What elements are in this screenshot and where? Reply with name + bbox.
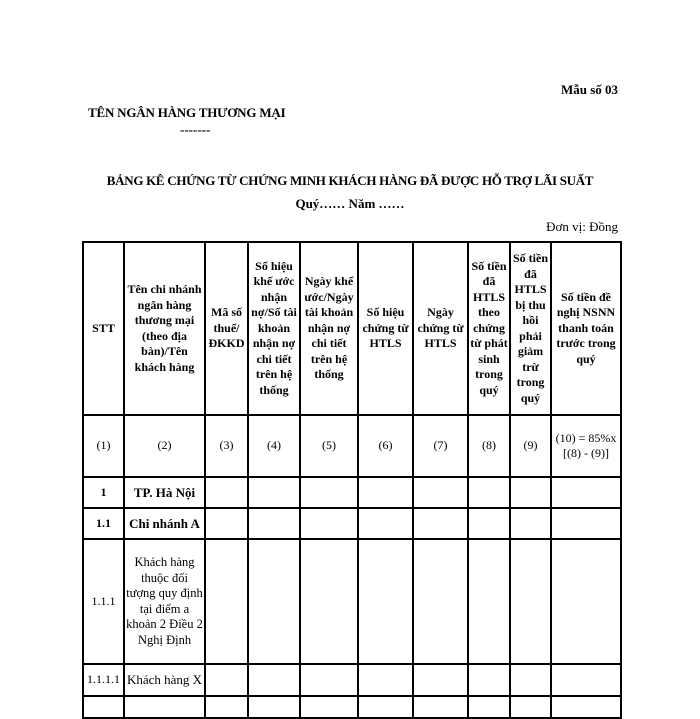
voucher-table xyxy=(82,241,622,719)
empty-cell xyxy=(468,477,510,508)
column-number: (2) xyxy=(124,415,205,477)
empty-cell xyxy=(358,664,413,696)
empty-cell xyxy=(205,508,248,539)
bank-name-divider: ------- xyxy=(180,122,211,137)
empty-cell xyxy=(205,696,248,718)
empty-cell xyxy=(358,508,413,539)
empty-cell xyxy=(205,477,248,508)
form-number: Mẫu số 03 xyxy=(560,82,618,97)
empty-cell xyxy=(551,477,621,508)
column-number-row xyxy=(83,415,621,477)
empty-cell xyxy=(124,696,205,718)
empty-cell xyxy=(510,696,551,718)
header-row xyxy=(83,242,621,415)
empty-cell xyxy=(468,508,510,539)
table-row xyxy=(83,696,621,718)
empty-cell xyxy=(300,664,358,696)
table-row xyxy=(83,539,621,664)
empty-cell xyxy=(300,508,358,539)
empty-cell xyxy=(300,477,358,508)
row-stt: 1.1 xyxy=(83,508,124,539)
column-number: (4) xyxy=(248,415,300,477)
empty-cell xyxy=(510,664,551,696)
header-contract-number: Số hiệu khế ước nhận nợ/Số tài khoản nhận nợ chi tiết trên hệ thống xyxy=(248,242,300,415)
empty-cell xyxy=(248,539,300,664)
empty-cell xyxy=(248,477,300,508)
empty-cell xyxy=(248,696,300,718)
empty-cell xyxy=(510,508,551,539)
empty-cell xyxy=(413,539,468,664)
empty-cell xyxy=(83,696,124,718)
column-number: (5) xyxy=(300,415,358,477)
empty-cell xyxy=(510,477,551,508)
empty-cell xyxy=(300,539,358,664)
row-name: TP. Hà Nội xyxy=(124,477,205,508)
bank-name: TÊN NGÂN HÀNG THƯƠNG MẠI xyxy=(88,105,286,120)
header-recovered-amount: Số tiền đã HTLS bị thu hồi phải giảm trừ trong quý xyxy=(510,242,551,415)
row-name: Khách hàng X xyxy=(124,664,205,696)
empty-cell xyxy=(468,664,510,696)
empty-cell xyxy=(551,664,621,696)
header-branch-customer: Tên chi nhánh ngân hàng thương mại (theo địa bàn)/Tên khách hàng xyxy=(124,242,205,415)
row-stt: 1.1.1.1 xyxy=(83,664,124,696)
table-row xyxy=(83,664,621,696)
empty-cell xyxy=(413,477,468,508)
empty-cell xyxy=(248,508,300,539)
header-voucher-number: Số hiệu chứng từ HTLS xyxy=(358,242,413,415)
column-number: (10) = 85%x [(8) - (9)] xyxy=(551,415,621,477)
header-stt: STT xyxy=(83,242,124,415)
currency-unit: Đơn vị: Đồng xyxy=(546,219,618,234)
row-name: Chi nhánh A xyxy=(124,508,205,539)
header-requested-amount: Số tiền đề nghị NSNN thanh toán trước trong quý xyxy=(551,242,621,415)
empty-cell xyxy=(551,508,621,539)
document-period: Quý…… Năm …… xyxy=(295,196,405,211)
empty-cell xyxy=(551,696,621,718)
empty-cell xyxy=(413,696,468,718)
empty-cell xyxy=(205,664,248,696)
column-number: (8) xyxy=(468,415,510,477)
table-row xyxy=(83,477,621,508)
empty-cell xyxy=(205,539,248,664)
column-number: (7) xyxy=(413,415,468,477)
document-title: BẢNG KÊ CHỨNG TỪ CHỨNG MINH KHÁCH HÀNG ĐÃ ĐƯỢC HỖ TRỢ LÃI SUẤT xyxy=(106,173,594,188)
empty-cell xyxy=(248,664,300,696)
empty-cell xyxy=(413,664,468,696)
empty-cell xyxy=(358,696,413,718)
empty-cell xyxy=(551,539,621,664)
column-number: (9) xyxy=(510,415,551,477)
column-number: (6) xyxy=(358,415,413,477)
empty-cell xyxy=(510,539,551,664)
column-number: (3) xyxy=(205,415,248,477)
empty-cell xyxy=(413,508,468,539)
empty-cell xyxy=(468,696,510,718)
empty-cell xyxy=(468,539,510,664)
header-support-amount: Số tiền đã HTLS theo chứng từ phát sinh trong quý xyxy=(468,242,510,415)
row-name: Khách hàng thuộc đối tượng quy định tại điểm a khoản 2 Điều 2 Nghị Định xyxy=(124,539,205,664)
empty-cell xyxy=(300,696,358,718)
row-stt: 1 xyxy=(83,477,124,508)
empty-cell xyxy=(358,539,413,664)
table-row xyxy=(83,508,621,539)
header-contract-date: Ngày khế ước/Ngày tài khoản nhận nợ chi tiết trên hệ thống xyxy=(300,242,358,415)
row-stt: 1.1.1 xyxy=(83,539,124,664)
header-voucher-date: Ngày chứng từ HTLS xyxy=(413,242,468,415)
column-number: (1) xyxy=(83,415,124,477)
empty-cell xyxy=(358,477,413,508)
header-tax-code: Mã số thuế/ ĐKKD xyxy=(205,242,248,415)
